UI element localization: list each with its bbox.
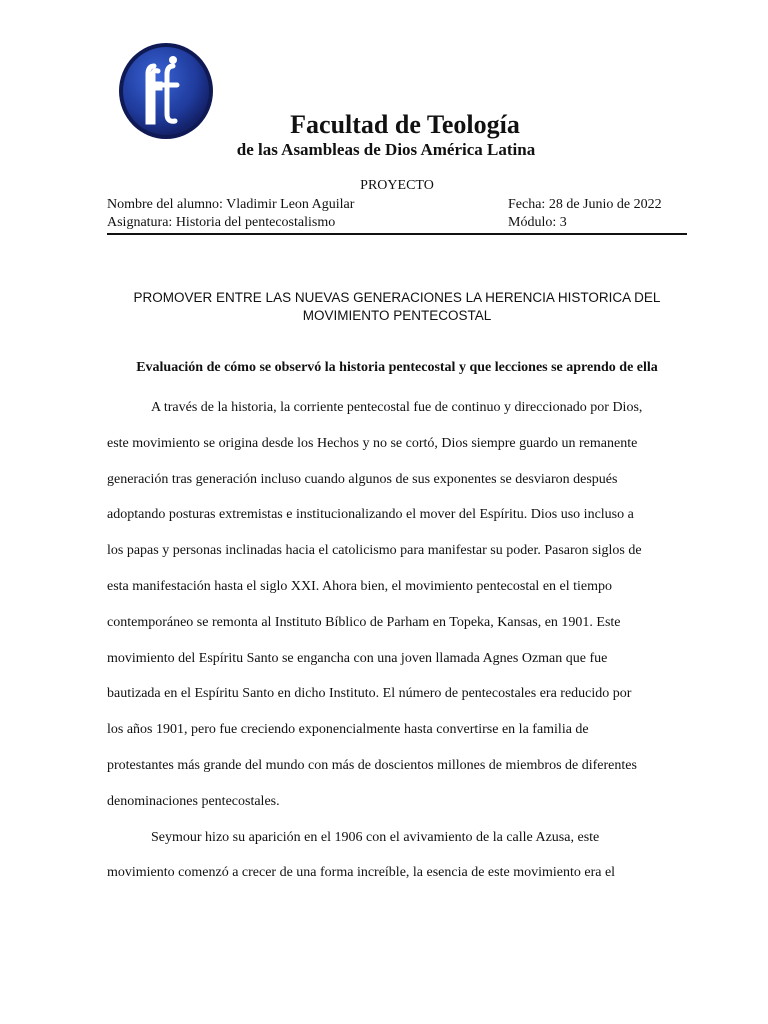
institution-title: Facultad de Teología <box>290 110 520 139</box>
text-line: Seymour hizo su aparición en el 1906 con el avivamiento de la calle Azusa, este <box>151 829 600 845</box>
institution-subtitle: de las Asambleas de Dios América Latina <box>236 140 536 159</box>
text-line: protestantes más grande del mundo con más de doscientos millones de miembros de diferentes <box>107 757 637 773</box>
text-line: contemporáneo se remonta al Instituto Bíblico de Parham en Topeka, Kansas, en 1901. Este <box>107 614 621 630</box>
text-line: adoptando posturas extremistas e institucionalizando el mover del Espíritu. Dios uso incluso a <box>107 507 634 523</box>
text-line: A través de la historia, la corriente pentecostal fue de continuo y direccionado por Dios, <box>151 400 643 415</box>
header-divider <box>107 233 687 235</box>
text-line: los años 1901, pero fue creciendo exponencialmente hasta convertirse en la familia de <box>107 722 589 738</box>
text-line: denominaciones pentecostales. <box>107 793 280 809</box>
text-line: esta manifestación hasta el siglo XXI. Ahora bien, el movimiento pentecostal en el tiempo <box>107 578 613 594</box>
text-line: este movimiento se origina desde los Hechos y no se cortó, Dios siempre guardo un remanente <box>107 435 638 451</box>
student-name: Nombre del alumno: Vladimir Leon Aguilar <box>107 197 355 212</box>
document-heading <box>107 289 687 325</box>
text-line: bautizada en el Espíritu Santo en dicho Instituto. El número de pentecostales era reducido por <box>107 686 632 702</box>
module-field: Módulo: 3 <box>508 215 567 230</box>
text-line: generación tras generación incluso cuando algunos de sus exponentes se desviaron después <box>107 471 618 487</box>
heading-line: MOVIMIENTO PENTECOSTAL <box>302 308 492 323</box>
body-text <box>107 390 687 891</box>
text-line: los papas y personas inclinadas hacia el catolicismo para manifestar su poder. Pasaron siglos de <box>107 543 642 559</box>
paragraph <box>107 820 687 892</box>
paragraph <box>107 390 687 820</box>
document-type: PROYECTO <box>360 178 434 193</box>
section-subheading: Evaluación de cómo se observó la historia pentecostal y que lecciones se aprendo de ella <box>136 360 658 375</box>
subject-name: Asignatura: Historia del pentecostalismo <box>107 215 336 230</box>
text-line: movimiento del Espíritu Santo se engancha con una joven llamada Agnes Ozman que fue <box>107 650 608 666</box>
text-line: movimiento comenzó a crecer de una forma increíble, la esencia de este movimiento era el <box>107 865 616 881</box>
heading-line: PROMOVER ENTRE LAS NUEVAS GENERACIONES LA HERENCIA HISTORICA DEL <box>133 290 661 305</box>
date-field: Fecha: 28 de Junio de 2022 <box>508 197 662 212</box>
